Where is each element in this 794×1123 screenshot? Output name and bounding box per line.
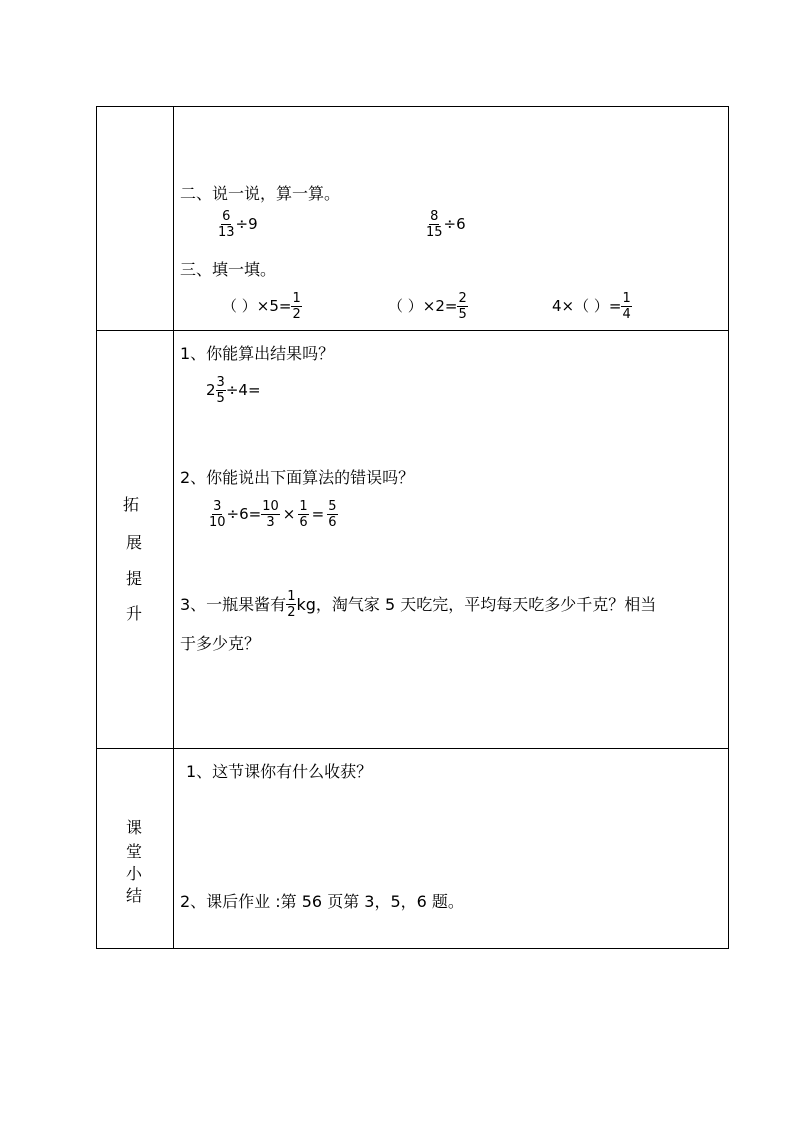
label-char: 提 [126, 569, 143, 588]
fraction: $\frac{1}{2}$ [287, 589, 296, 620]
fraction: $\frac{8}{15}$ [426, 209, 443, 240]
fraction: $\frac{1}{2}$ [292, 291, 301, 322]
operator-text: ×5= [256, 297, 292, 315]
operator-text: ×2= [422, 297, 458, 315]
fraction: $\frac{5}{6}$ [328, 499, 337, 530]
label-char: 升 [126, 604, 143, 623]
heading-fill-in: 三、填一填。 [180, 260, 277, 279]
label-char: 结 [126, 886, 143, 905]
operator-text: × [282, 505, 296, 523]
row-divider-2 [97, 748, 728, 749]
operator-text: = [608, 297, 622, 315]
fill-3 [552, 292, 632, 321]
question-3-line-1 [180, 590, 656, 619]
fraction: $\frac{1}{6}$ [299, 499, 308, 530]
heading-say-and-calculate: 二、说一说，算一算。 [180, 184, 341, 203]
whole-number: 2 [206, 381, 216, 399]
label-char: 拓 [123, 495, 140, 514]
label-char: 课 [126, 818, 143, 837]
problem-1 [217, 210, 258, 239]
fraction: $\frac{3}{5}$ [216, 375, 225, 406]
homework-assignment: 2、课后作业 :第 56 页第 3，5，6 题。 [180, 892, 464, 911]
column-divider [173, 107, 174, 948]
problem-2 [425, 210, 466, 239]
prefix-text: 4× [552, 297, 575, 315]
question-3-text-b: kg，淘气家 5 天吃完，平均每天吃多少千克？相当 [296, 594, 657, 614]
label-char: 小 [126, 864, 143, 883]
question-2: 2、你能说出下面算法的错误吗？ [180, 468, 415, 487]
fill-2 [388, 292, 468, 321]
summary-question-1: 1、这节课你有什么收获？ [186, 762, 373, 781]
worksheet-table [96, 106, 729, 949]
label-char: 展 [126, 533, 143, 552]
blank: （ ） [222, 297, 257, 315]
question-3-text-a: 3、一瓶果酱有 [180, 594, 287, 614]
operator-text: ÷6= [226, 505, 262, 523]
row-divider-1 [97, 330, 728, 331]
operator-text: = [311, 505, 325, 523]
blank: （ ） [574, 297, 609, 315]
question-1: 1、你能算出结果吗？ [180, 344, 335, 363]
blank: （ ） [388, 297, 423, 315]
fill-1 [222, 292, 302, 321]
fraction: $\frac{10}{3}$ [262, 499, 279, 530]
fraction: $\frac{2}{5}$ [458, 291, 467, 322]
operator-text: ÷4= [225, 381, 261, 399]
fraction: $\frac{6}{13}$ [218, 209, 235, 240]
operator-text: ÷9 [235, 215, 258, 233]
operator-text: ÷6 [443, 215, 466, 233]
question-2-expression [208, 500, 338, 529]
question-1-expression [206, 376, 261, 405]
question-3-line-2: 于多少克？ [180, 634, 261, 653]
label-char: 堂 [126, 842, 143, 861]
fraction: $\frac{3}{10}$ [209, 499, 226, 530]
fraction: $\frac{1}{4}$ [622, 291, 631, 322]
